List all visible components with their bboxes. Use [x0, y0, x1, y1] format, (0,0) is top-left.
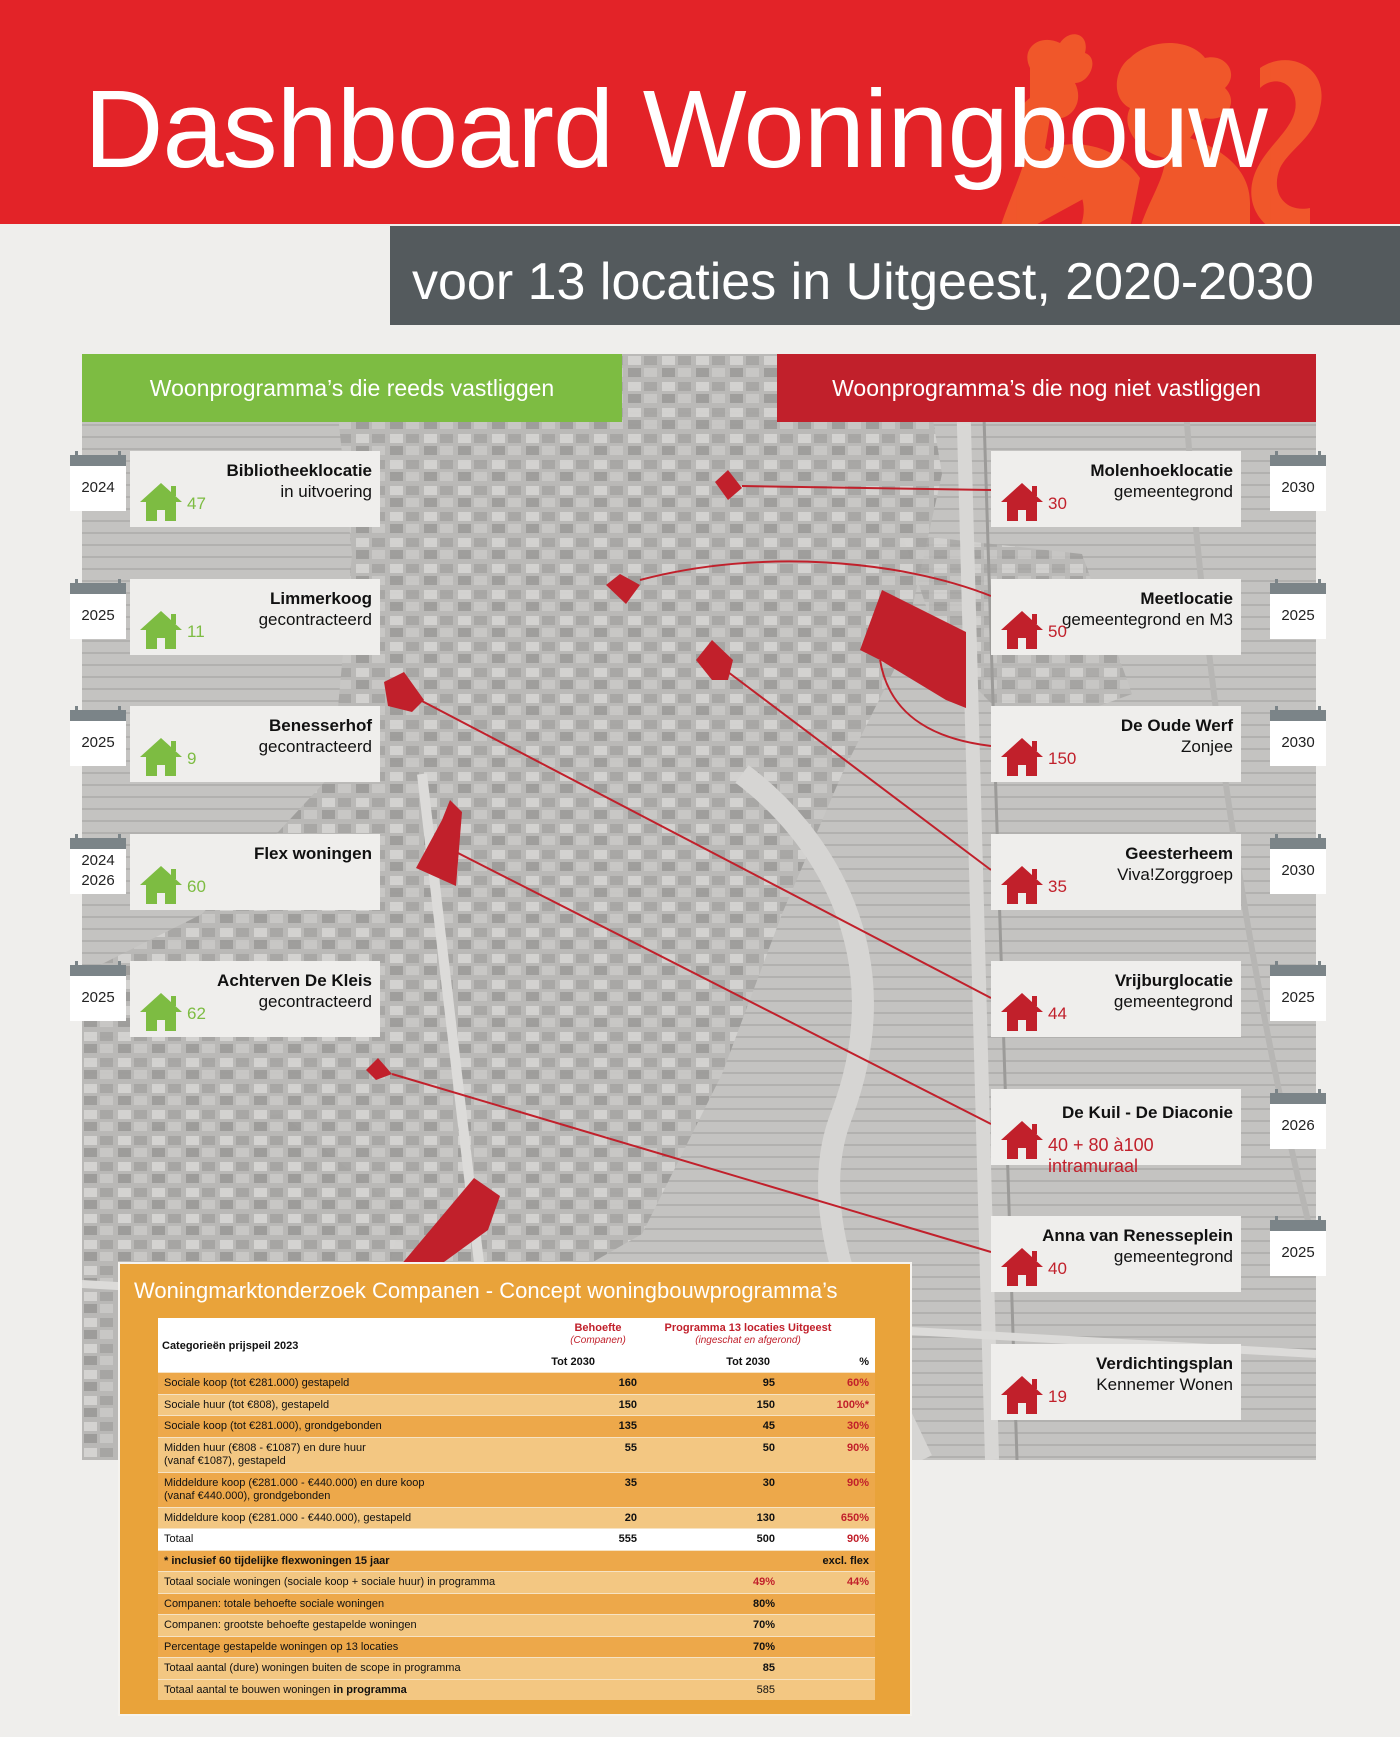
- total-behoefte: 555: [618, 1533, 637, 1545]
- housing-count: 19: [1048, 1386, 1067, 1406]
- th-behoefte-sub: (Companen): [570, 1335, 626, 1346]
- year-label: 2025: [1281, 606, 1315, 624]
- calendar-icon: [70, 838, 126, 894]
- table-row: [158, 1472, 875, 1507]
- row-percent: 30%: [846, 1420, 869, 1432]
- summary-percent: 44%: [846, 1576, 869, 1588]
- year-label: 2030: [1281, 734, 1315, 751]
- house-icon: [138, 736, 184, 778]
- market-research-panel: [118, 1262, 912, 1716]
- summary-row: [158, 1636, 875, 1658]
- table-header: [158, 1318, 875, 1372]
- th-behoefte: Behoefte: [574, 1322, 622, 1334]
- row-label: Sociale huur (tot €808), gestapeld: [164, 1398, 330, 1411]
- total-label: Totaal: [164, 1533, 194, 1545]
- location-card[interactable]: [130, 834, 380, 910]
- location-card[interactable]: [991, 1089, 1241, 1176]
- house-icon: [999, 736, 1045, 778]
- location-name: Anna van Renesseplein: [1042, 1226, 1233, 1245]
- house-icon: [999, 991, 1045, 1033]
- table-body: [158, 1372, 875, 1700]
- summary-label: Totaal aantal (dure) woningen buiten de scope in programma: [164, 1662, 461, 1674]
- th-programma: Programma 13 locaties Uitgeest: [664, 1322, 832, 1334]
- house-icon: [999, 1374, 1045, 1416]
- year-label: 2030: [1281, 479, 1315, 496]
- row-behoefte: 20: [624, 1511, 637, 1524]
- table-row: [158, 1372, 875, 1394]
- table-row: [158, 1507, 875, 1529]
- house-icon: [999, 481, 1045, 523]
- housing-count: 11: [187, 621, 205, 641]
- year-label: 2025: [81, 989, 115, 1006]
- table-row: [158, 1437, 875, 1472]
- row-programma: 30: [762, 1476, 775, 1489]
- row-programma: 150: [756, 1398, 775, 1411]
- summary-label: Totaal sociale woningen (sociale koop + sociale huur) in programma: [164, 1576, 496, 1588]
- th-percent: %: [859, 1356, 869, 1368]
- calendar-icon: [1270, 1220, 1326, 1276]
- row-behoefte: 55: [624, 1441, 637, 1454]
- housing-count: 44: [1048, 1004, 1067, 1023]
- location-name: Vrijburglocatie: [1114, 971, 1233, 990]
- year-label: 2030: [1281, 861, 1315, 879]
- summary-label: Companen: totale behoefte sociale woningen: [164, 1597, 385, 1610]
- location-name: Bibliotheeklocatie: [226, 461, 372, 480]
- house-icon: [138, 991, 184, 1033]
- location-status: gecontracteerd: [258, 737, 372, 756]
- house-icon: [138, 864, 184, 906]
- house-icon: [999, 609, 1045, 651]
- location-name: Meetlocatie: [1140, 588, 1233, 608]
- row-percent: 90%: [846, 1476, 869, 1489]
- row-behoefte: 135: [618, 1420, 637, 1432]
- year-label: 2025: [81, 734, 115, 751]
- table-row: [158, 1415, 875, 1437]
- row-percent: 60%: [846, 1377, 869, 1389]
- location-card[interactable]: [991, 961, 1241, 1037]
- th-programma-sub: (ingeschat en afgerond): [695, 1335, 801, 1346]
- row-label: Middeldure koop (€281.000 - €440.000) en dure koop (vanaf €440.000), grondgebonden: [164, 1476, 425, 1502]
- housing-count: 40 + 80 à100 intramuraal: [1048, 1134, 1154, 1176]
- table-title: Woningmarktonderzoek Companen - Concept woningbouwprogramma’s: [134, 1278, 838, 1303]
- calendar-icon: [1270, 1093, 1326, 1149]
- calendar-icon: [70, 455, 126, 511]
- location-status: gecontracteerd: [258, 992, 372, 1011]
- location-status: gemeentegrond: [1113, 992, 1233, 1011]
- location-name: Limmerkoog: [269, 588, 372, 608]
- header-banner: [0, 0, 1400, 224]
- row-percent: 100%*: [836, 1398, 869, 1411]
- house-icon: [999, 864, 1045, 906]
- row-programma: 95: [762, 1377, 775, 1389]
- column-header-fixed: Woonprogramma’s die reeds vastliggen: [82, 354, 622, 422]
- location-status: Zonjee: [1181, 737, 1233, 756]
- page-title: Dashboard Woningbouw: [84, 68, 1267, 191]
- housing-count: 62: [187, 1004, 206, 1023]
- row-label: Sociale koop (tot €281.000) gestapeld: [164, 1377, 350, 1389]
- location-status: gemeentegrond en M3: [1061, 609, 1233, 629]
- year-label: 2025: [1281, 1244, 1315, 1261]
- calendar-icon: [70, 965, 126, 1021]
- location-status: Viva!Zorggroep: [1117, 864, 1233, 884]
- location-card[interactable]: [130, 579, 380, 655]
- row-label: Middeldure koop (€281.000 - €440.000), gestapeld: [164, 1511, 412, 1524]
- row-behoefte: 150: [618, 1398, 637, 1411]
- year-label: 2024: [81, 479, 115, 496]
- summary-value: 85: [762, 1662, 775, 1674]
- total-row: [158, 1528, 875, 1550]
- page-subtitle: voor 13 locaties in Uitgeest, 2020-2030: [412, 253, 1314, 311]
- housing-count: 47: [187, 494, 206, 513]
- location-name: Benesserhof: [269, 716, 372, 735]
- calendar-icon: [1270, 455, 1326, 511]
- summary-value: 70%: [752, 1640, 775, 1653]
- house-icon: [138, 481, 184, 523]
- summary-label: Percentage gestapelde woningen op 13 locaties: [164, 1640, 399, 1653]
- housing-count: 150: [1048, 749, 1077, 768]
- location-card[interactable]: [991, 1344, 1241, 1420]
- last-label: [164, 1684, 407, 1697]
- th-tot-behoefte: Tot 2030: [551, 1356, 595, 1368]
- summary-value: 70%: [752, 1619, 775, 1631]
- table-row: [158, 1394, 875, 1416]
- year-label-end: 2026: [81, 871, 115, 889]
- year-label: 2026: [1281, 1116, 1315, 1134]
- year-label: 2024: [81, 851, 115, 869]
- row-programma: 50: [762, 1441, 775, 1454]
- calendar-icon: [70, 710, 126, 766]
- location-status: gecontracteerd: [258, 609, 372, 629]
- housing-count: 40: [1048, 1259, 1067, 1278]
- location-card[interactable]: [991, 834, 1241, 910]
- row-behoefte: 160: [618, 1377, 637, 1389]
- location-name: Molenhoeklocatie: [1090, 461, 1233, 480]
- row-percent: 650%: [840, 1511, 869, 1524]
- house-icon: [999, 1119, 1045, 1161]
- note-row: [158, 1550, 875, 1572]
- location-card[interactable]: [991, 706, 1241, 782]
- location-card[interactable]: [991, 579, 1241, 655]
- location-name: De Kuil - De Diaconie: [1062, 1102, 1233, 1122]
- house-icon: [138, 609, 184, 651]
- row-programma: 130: [756, 1511, 775, 1524]
- total-percent: 90%: [846, 1533, 869, 1545]
- year-label: 2025: [81, 606, 115, 624]
- location-status: in uitvoering: [280, 482, 372, 501]
- note-percent: excl. flex: [822, 1554, 869, 1567]
- calendar-icon: [1270, 965, 1326, 1021]
- housing-program-table: [158, 1318, 875, 1700]
- summary-row: [158, 1571, 875, 1593]
- subtitle-bar: [390, 226, 1400, 325]
- location-card[interactable]: [130, 451, 380, 527]
- location-name: Achterven De Kleis: [217, 971, 372, 990]
- last-row: [158, 1679, 875, 1701]
- location-status: Kennemer Wonen: [1096, 1374, 1233, 1394]
- th-tot-programma: Tot 2030: [726, 1356, 770, 1368]
- summary-value: 49%: [752, 1576, 775, 1588]
- housing-count: 35: [1048, 876, 1067, 896]
- column-header-open: Woonprogramma’s die nog niet vastliggen: [777, 354, 1316, 422]
- housing-count: 60: [187, 876, 206, 896]
- summary-row: [158, 1593, 875, 1615]
- calendar-icon: [70, 583, 126, 639]
- housing-count: 30: [1048, 494, 1067, 513]
- note-label: * inclusief 60 tijdelijke flexwoningen 15 jaar: [164, 1554, 390, 1567]
- total-programma: 500: [756, 1533, 775, 1545]
- housing-count: 9: [187, 749, 197, 768]
- location-status: gemeentegrond: [1113, 482, 1233, 501]
- location-status: gemeentegrond: [1113, 1247, 1233, 1266]
- location-card[interactable]: [130, 706, 380, 782]
- year-label: 2025: [1281, 989, 1315, 1006]
- last-label-a: Totaal aantal te bouwen woningen: [164, 1683, 334, 1696]
- th-category: Categorieën prijspeil 2023: [162, 1340, 299, 1352]
- summary-value: 80%: [752, 1597, 775, 1610]
- calendar-icon: [1270, 583, 1326, 639]
- location-card[interactable]: [991, 451, 1241, 527]
- last-label-b: in programma: [333, 1683, 407, 1696]
- row-behoefte: 35: [624, 1476, 637, 1489]
- row-percent: 90%: [846, 1441, 869, 1454]
- summary-label: Companen: grootste behoefte gestapelde woningen: [164, 1619, 417, 1631]
- location-name: De Oude Werf: [1120, 716, 1233, 735]
- location-name: Verdichtingsplan: [1096, 1353, 1233, 1373]
- summary-row: [158, 1657, 875, 1679]
- row-label: Sociale koop (tot €281.000), grondgebonden: [164, 1420, 382, 1432]
- location-card[interactable]: [130, 961, 380, 1037]
- calendar-icon: [1270, 838, 1326, 894]
- location-name: Geesterheem: [1125, 843, 1233, 863]
- house-icon: [999, 1246, 1045, 1288]
- row-programma: 45: [762, 1420, 775, 1432]
- location-card[interactable]: [991, 1216, 1241, 1292]
- housing-count: 50: [1048, 621, 1067, 641]
- last-value: 585: [756, 1683, 775, 1696]
- summary-row: [158, 1614, 875, 1636]
- row-label: Midden huur (€808 - €1087) en dure huur (vanaf €1087), gestapeld: [164, 1441, 366, 1467]
- calendar-icon: [1270, 710, 1326, 766]
- location-name: Flex woningen: [253, 843, 372, 863]
